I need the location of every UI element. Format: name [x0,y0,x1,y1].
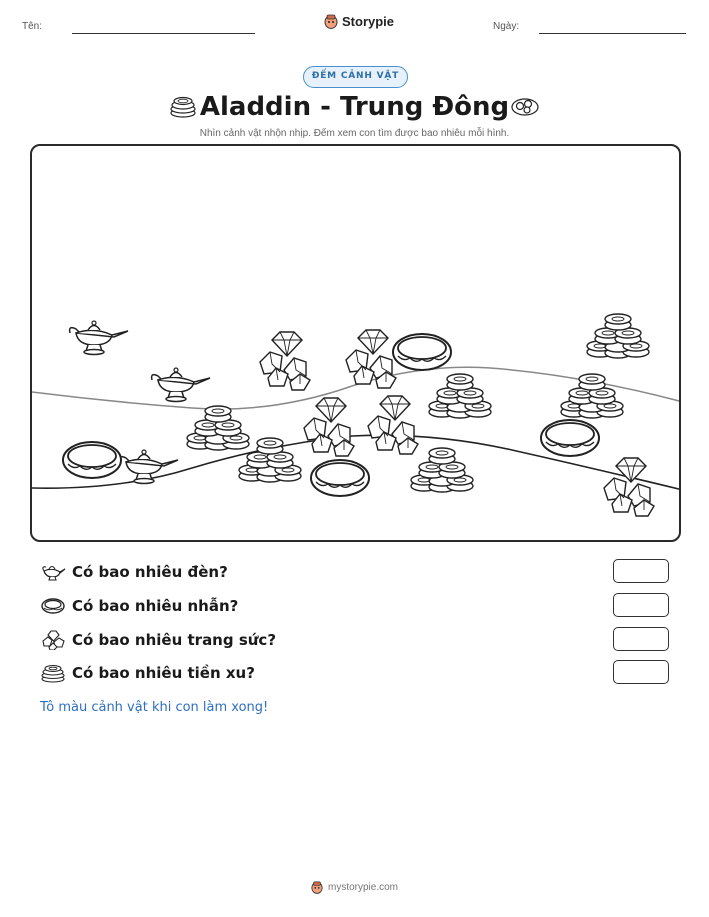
brand-logo [324,13,394,29]
coins-6 [587,314,649,358]
ring-icon [40,596,66,616]
jewel-1 [260,332,310,390]
date-line[interactable] [539,33,686,34]
question-lamps [40,562,228,582]
lamp-icon [40,562,66,582]
question-jewels [40,630,276,650]
counting-scene [30,144,681,542]
name-line[interactable] [72,33,255,34]
coins-3 [429,374,491,418]
ring-3 [393,334,451,370]
brand-name: Storypie [342,13,395,29]
ring-2 [311,460,369,496]
lamp-3 [120,450,178,484]
scene-illustration [32,146,681,542]
ring-4 [541,420,599,456]
answer-box-coins[interactable] [613,660,669,684]
storypie-mascot-icon [324,13,338,29]
coins-5 [561,374,623,418]
jewel-5 [604,458,654,516]
jewel-4 [368,396,418,454]
question-text: Có bao nhiêu tiền xu? [72,664,255,682]
question-coins [40,663,255,683]
ring-1 [63,442,121,478]
jewel-2 [346,330,396,388]
question-rings [40,596,238,616]
answer-box-rings[interactable] [613,593,669,617]
date-label: Ngày: [493,21,520,32]
lamp-1 [70,321,128,355]
coins-icon [40,663,66,683]
question-text: Có bao nhiêu nhẫn? [72,597,239,615]
footer-url[interactable]: mystorypie.com [327,881,398,893]
page-title: Aladdin - Trung Đông [199,92,510,122]
coins-1 [187,406,249,450]
storypie-mascot-icon [311,880,323,894]
coins-4 [411,448,473,492]
plate-title-icon [510,94,540,118]
jewel-icon [40,630,66,650]
question-text: Có bao nhiêu đèn? [72,563,228,581]
category-badge: ĐẾM CẢNH VẬT [303,66,408,88]
question-text: Có bao nhiêu trang sức? [72,631,277,649]
coloring-instruction: Tô màu cảnh vật khi con làm xong! [40,700,269,715]
jewel-3 [304,398,354,456]
answer-box-lamps[interactable] [613,559,669,583]
footer [0,880,709,894]
instructions: Nhìn cảnh vật nhộn nhịp. Đếm xem con tìm được bao nhiêu mỗi hình. [199,128,510,139]
answer-box-jewels[interactable] [613,627,669,651]
name-label: Tên: [22,21,43,32]
lamp-2 [152,368,210,402]
